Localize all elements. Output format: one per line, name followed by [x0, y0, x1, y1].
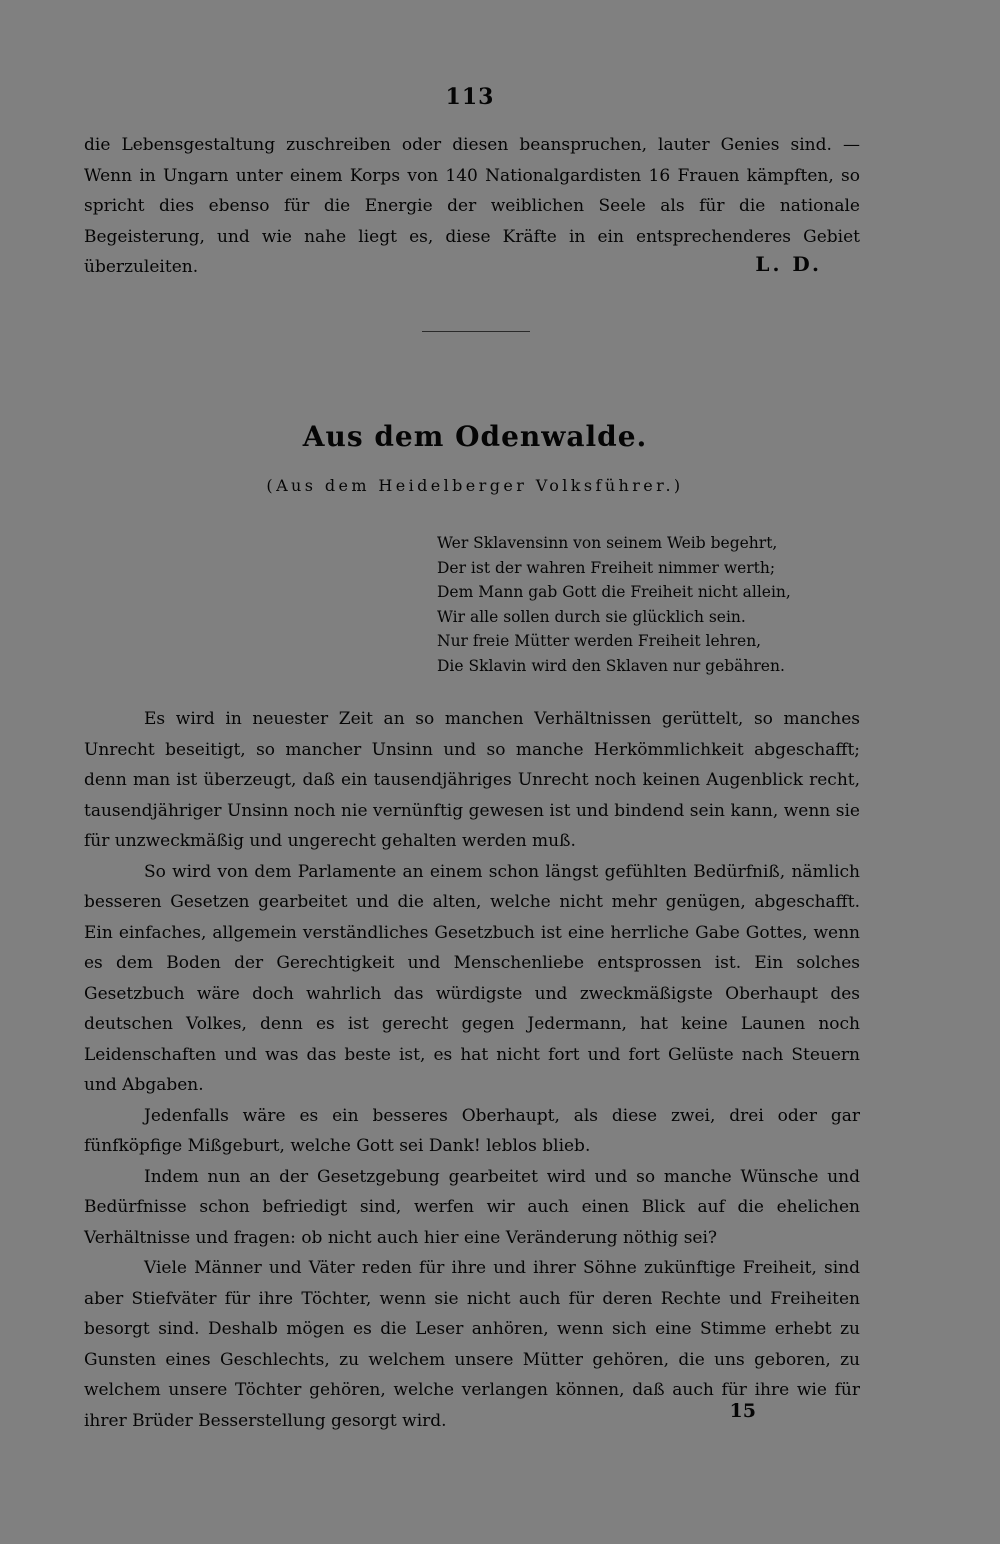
author-signature: L. D. — [755, 252, 822, 276]
section-title: Aus dem Odenwalde. — [302, 420, 648, 453]
poem-line: Nur freie Mütter werden Freiheit lehren, — [437, 632, 762, 651]
page-number: 113 — [445, 84, 495, 110]
section-subtitle: (Aus dem Heidelberger Volksführer.) — [266, 476, 684, 495]
poem-line: Der ist der wahren Freiheit nimmer werth; — [437, 558, 776, 577]
section-divider — [422, 331, 530, 332]
body-paragraph: Indem nun an der Gesetzgebung gearbeitet wird und so manche Wünsche und Bedürfnisse schon befriedigt sind, werfen wir auch einen Blick auf die ehelichen Verhältnisse und fragen: ob nicht auch hier eine Veränderung nöthig sei? — [84, 1166, 860, 1248]
article-body — [84, 704, 860, 1436]
body-paragraph: Es wird in neuester Zeit an so manchen Verhältnissen gerüttelt, so manches Unrecht beseitigt, so mancher Unsinn und so manche Herkömmlichkeit abgeschafft; denn man ist überzeugt, daß ein tausendjähriges Unrecht noch keinen Augenblick recht, tausendjähriger Unsinn noch nie vernünftig gewesen ist und bindend sein kann, wenn sie für unzweckmäßig und ungerecht gehalten werden muß. — [84, 709, 860, 851]
poem-line: Wer Sklavensinn von seinem Weib begehrt, — [437, 534, 778, 552]
sheet-signature-mark: 15 — [729, 1400, 756, 1422]
epigraph-poem — [437, 531, 791, 679]
continued-paragraph-block — [84, 130, 860, 283]
poem-line: Wir alle sollen durch sie glücklich sein. — [437, 607, 746, 626]
body-paragraph: Jedenfalls wäre es ein besseres Oberhaupt, als diese zwei, drei oder gar fünfköpfige Mißgeburt, welche Gott sei Dank! leblos blieb. — [84, 1105, 860, 1156]
poem-line: Die Sklavin wird den Sklaven nur gebähren. — [437, 656, 785, 675]
poem-line: Dem Mann gab Gott die Freiheit nicht allein, — [437, 583, 791, 602]
continued-paragraph: die Lebensgestaltung zuschreiben oder diesen beanspruchen, lauter Genies sind. — Wenn in Ungarn unter einem Korps von 140 Nationalgardisten 16 Frauen kämpften, so spricht dies ebenso für die Energie der weiblichen Seele als für die nationale Begeisterung, und wie nahe liegt es, diese Kräfte in ein entsprechenderes Gebiet überzuleiten. — [84, 135, 860, 277]
body-paragraph: So wird von dem Parlamente an einem schon längst gefühlten Bedürfniß, nämlich besseren Gesetzen gearbeitet und die alten, welche nicht mehr genügen, abgeschafft. Ein einfaches, allgemein verständliches Gesetzbuch ist eine herrliche Gabe Gottes, wenn es dem Boden der Gerechtigkeit und Menschenliebe entsprossen ist. Ein solches Gesetzbuch wäre doch wahrlich das würdigste und zweckmäßigste Oberhaupt des deutschen Volkes, denn es ist gerecht gegen Jedermann, hat keine Launen noch Leidenschaften und was das beste ist, es hat nicht fort und fort Gelüste nach Steuern und Abgaben. — [84, 861, 860, 1095]
body-paragraph: Viele Männer und Väter reden für ihre und ihrer Söhne zukünftige Freiheit, sind aber Stiefväter für ihre Töchter, wenn sie nicht auch für deren Rechte und Freiheiten besorgt sind. Deshalb mögen es die Leser anhören, wenn sich eine Stimme erhebt zu Gunsten eines Geschlechts, zu welchem unsere Mütter gehören, die uns geboren, zu welchem unsere Töchter gehören, welche verlangen können, daß auch für ihre wie für ihrer Brüder Besserstellung gesorgt wird. — [84, 1258, 860, 1431]
